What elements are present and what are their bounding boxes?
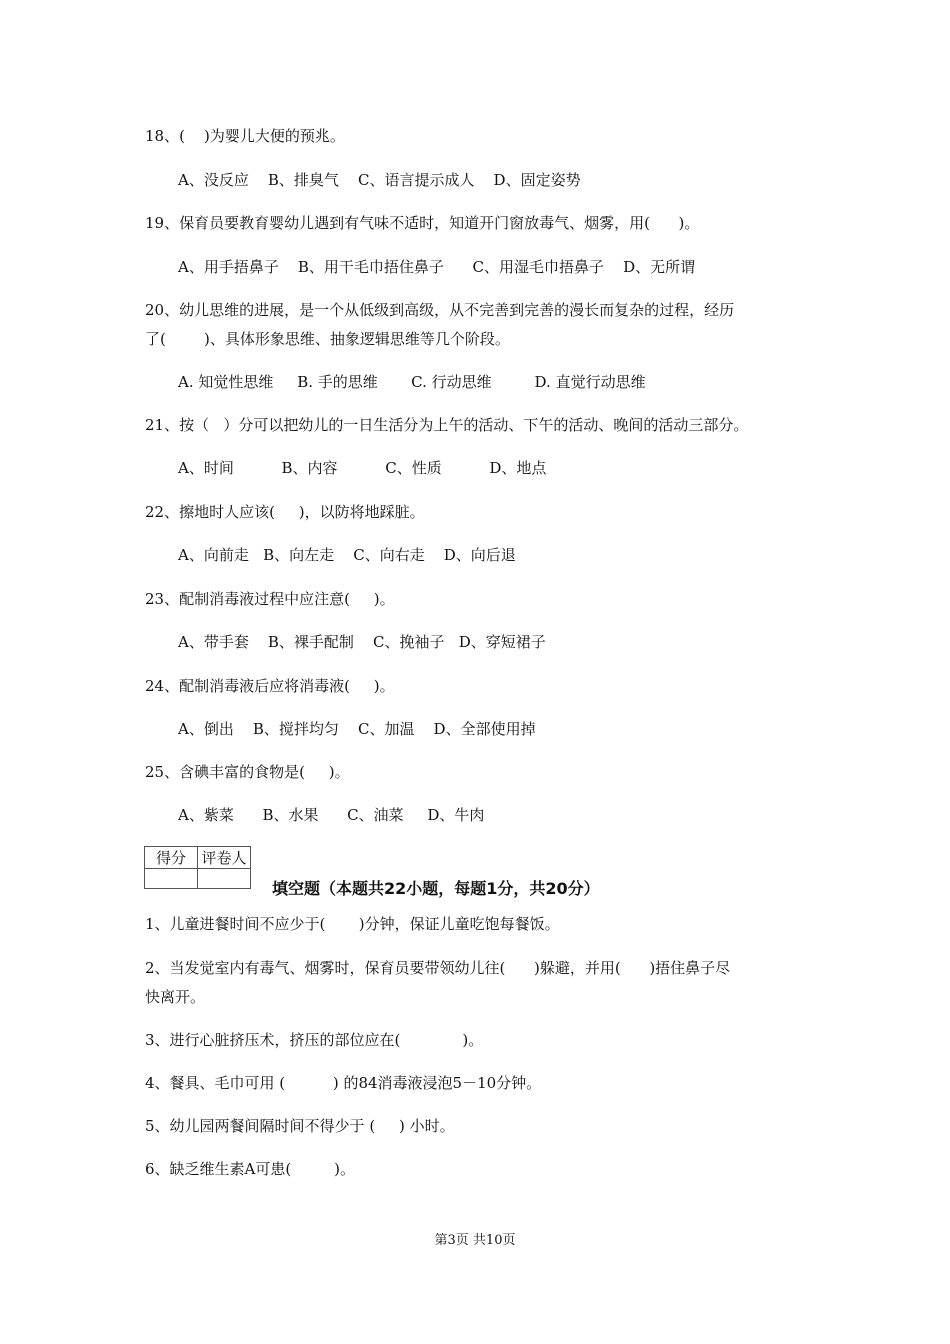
question-20-stem-line2: 了( )、具体形象思维、抽象逻辑思维等几个阶段。 bbox=[145, 330, 510, 348]
score-header: 得分 bbox=[145, 847, 198, 869]
fill-blank-5: 5、幼儿园两餐间隔时间不得少于 ( ) 小时。 bbox=[145, 1117, 455, 1135]
question-22-options: A、向前走 B、向左走 C、向右走 D、向后退 bbox=[178, 546, 516, 564]
question-21-stem: 21、按（ ）分可以把幼儿的一日生活分为上午的活动、下午的活动、晚间的活动三部分。 bbox=[145, 416, 749, 434]
grader-header: 评卷人 bbox=[198, 847, 251, 869]
question-18-options: A、没反应 B、排臭气 C、语言提示成人 D、固定姿势 bbox=[178, 171, 581, 189]
question-22-stem: 22、擦地时人应该( )，以防将地踩脏。 bbox=[145, 503, 425, 521]
question-21-options: A、时间 B、内容 C、性质 D、地点 bbox=[178, 459, 547, 477]
section-title: 填空题（本题共22小题，每题1分，共20分） bbox=[272, 879, 600, 898]
question-19-stem: 19、保育员要教育婴幼儿遇到有气味不适时，知道开门窗放毒气、烟雾，用( )。 bbox=[145, 214, 700, 232]
question-24-options: A、倒出 B、搅拌均匀 C、加温 D、全部使用掉 bbox=[178, 720, 536, 738]
fill-blank-3: 3、进行心脏挤压术，挤压的部位应在( )。 bbox=[145, 1031, 484, 1049]
fill-blank-2-line1: 2、当发觉室内有毒气、烟雾时，保育员要带领幼儿往( )躲避，并用( )捂住鼻子尽 bbox=[145, 959, 731, 977]
fill-blank-2-line2: 快离开。 bbox=[145, 988, 206, 1006]
question-23-options: A、带手套 B、裸手配制 C、挽袖子 D、穿短裙子 bbox=[178, 633, 546, 651]
question-23-stem: 23、配制消毒液过程中应注意( )。 bbox=[145, 590, 395, 608]
page-footer: 第3页 共10页 bbox=[434, 1233, 516, 1248]
fill-blank-6: 6、缺乏维生素A可患( )。 bbox=[145, 1160, 355, 1178]
question-19-options: A、用手捂鼻子 B、用干毛巾捂住鼻子 C、用湿毛巾捂鼻子 D、无所谓 bbox=[178, 258, 696, 276]
question-25-options: A、紫菜 B、水果 C、油菜 D、牛肉 bbox=[178, 806, 485, 824]
grader-cell bbox=[198, 869, 251, 889]
question-25-stem: 25、含碘丰富的食物是( )。 bbox=[145, 763, 350, 781]
fill-blank-1: 1、儿童进餐时间不应少于( )分钟，保证儿童吃饱每餐饭。 bbox=[145, 915, 560, 933]
question-18-stem: 18、( )为婴儿大便的预兆。 bbox=[145, 127, 345, 145]
question-24-stem: 24、配制消毒液后应将消毒液( )。 bbox=[145, 677, 395, 695]
question-20-options: A. 知觉性思维 B. 手的思维 C. 行动思维 D. 直觉行动思维 bbox=[178, 373, 646, 391]
score-table bbox=[144, 846, 251, 889]
question-20-stem-line1: 20、幼儿思维的进展，是一个从低级到高级，从不完善到完善的漫长而复杂的过程，经历 bbox=[145, 301, 735, 319]
score-cell bbox=[145, 869, 198, 889]
fill-blank-4: 4、餐具、毛巾可用 ( ) 的84消毒液浸泡5－10分钟。 bbox=[145, 1074, 542, 1092]
